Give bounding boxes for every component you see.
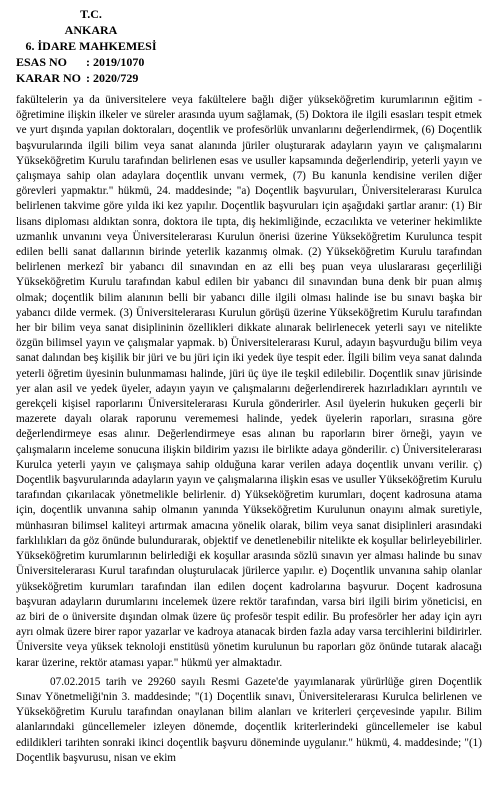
paragraph-law-articles: fakültelerin ya da üniversitelere veya fakültelere bağlı diğer yükseköğretim kurumlarının eğitim - öğretimine ilişkin ilkeler ve süreler arasında uyum sağlamak, (5) Doktora ile ilgili esasları tespit etmek ve yurt dışında yapılan doktoraları, doçentlik ve profesörlük unvanlarını değerlendirmek, (6) Doçentlik başvurularında ilgili bilim veya sanat alanında jüriler oluşturarak adayların yayın ve çalışmalarını Yükseköğretim Kurulu tarafından belirlenen esas ve usuller kapsamında değerlendirip, yeterli yayın ve çalışmaya sahip olan adaylara doçentlik unvanı vermek, (7) Bu kanunla kendisine verilen diğer görevleri yapmaktır." hükmü, 24. maddesinde; "a) Doçentlik başvuruları, Üniversitelerarası Kurulca belirlenen takvime göre yılda iki kez yapılır. Doçentlik başvuruları için aşağıdaki şartlar aranır: (1) Bir lisans diploması aldıktan sonra, doktora ile tıpta, diş hekimliğinde, eczacılıkta ve veteriner hekimlikte uzmanlık unvanını veya Üniversitelerarası Kurulun önerisi üzerine Yükseköğretim Kurulunca tespit edilen belli sanat dallarının birinde yeterlik kazanmış olmak. (2) Yükseköğretim Kurulu tarafından belirlenen merkezî bir yabancı dil sınavından en az elli beş puan veya uluslararası geçerliliği Yükseköğretim Kurulu tarafından kabul edilen bir yabancı dil sınavından buna denk bir puan almış olmak; doçentlik bilim alanının belli bir yabancı dille ilgili olması halinde ise bu sınavı başka bir yabancı dilde vermek. (3) Üniversitelerarası Kurulun görüşü üzerine Yükseköğretim Kurulu tarafından her bir bilim veya sanat disiplininin özellikleri dikkate alınarak belirlenecek yeterli sayı ve nitelikte özgün bilimsel yayın ve çalışmalar yapmak. b) Üniversitelerarası Kurul, adayın başvurduğu bilim veya sanat dalından beş kişilik bir jüri ve bu jüri için iki yedek üye tespit eder. İlgili bilim veya sanat dalında yeterli öğretim üyesinin bulunmaması halinde, jüri üç üye ile teşkil edilebilir. Doçentlik sınav jürisinde yer alan asil ve yedek üyeler, adayın yayın ve çalışmalarını değerlendirerek hazırladıkları ayrıntılı ve gerekçeli kişisel raporlarını Üniversitelerarası Kurula gönderirler. Asıl üyelerin hukuken geçerli bir mazerete dayalı olarak raporunu verememesi halinde, yedek üyelerin raporları, sırasına göre değerlendirmeye esas alınır. Değerlendirmeye esas alınan bu raporların birer örneği, yayın ve çalışmaların inceleme sonucuna ilişkin bildirim yazısı ile birlikte adaya gönderilir. c) Üniversitelerarası Kurulca yeterli yayın ve çalışmaya sahip olduğuna karar verilen adaya doçentlik unvanı verilir. ç) Doçentlik başvurularında adayların yayın ve çalışmalarına ilişkin esas ve usuller Yükseköğretim Kurulu tarafından çıkarılacak yönetmelikle belirlenir. d) Yükseköğretim kurumları, doçent kadrosuna atama için, doçentlik unvanına sahip olmanın yanında Yükseköğretim Kurulunun onayını almak suretiyle, münhasıran bilimsel kaliteyi artırmak amacına yönelik olarak, bilim veya sanat disiplinleri arasındaki farklılıkları da göz önünde bulundurarak, objektif ve denetlenebilir nitelikte ek koşullar belirleyebilirler. Yükseköğretim kurumlarının belirlediği ek koşullar arasında sözlü sınavın yer alması halinde bu sınav Üniversitelerarası Kurul tarafından oluşturulacak jürilerce yapılır. e) Doçentlik unvanına sahip olanlar yükseköğretim kurumları tarafından ilan edilen doçent kadrolarına başvurur. Doçent kadrosuna başvuran adayların durumlarını incelemek üzere rektör tarafından, varsa biri ilgili birim yöneticisi, en az biri de o üniversite dışından olmak üzere üç profesör tespit edilir. Bu profesörler her aday için ayrı ayrı olmak üzere birer rapor yazarlar ve kadroya atanacak birden fazla aday varsa tercihlerini bildirirler. Üniversite veya yüksek teknoloji enstitüsü yönetim kurulunun bu raporları göz önünde tutarak alacağı karar üzerine, rektör ataması yapar." hükmü yer almaktadır.	[16, 94, 482, 669]
court-name: 6. İDARE MAHKEMESİ	[25, 39, 157, 53]
paragraph-regulation: 07.02.2015 tarih ve 29260 sayılı Resmi Gazete'de yayımlanarak yürürlüğe giren Doçentlik Sınav Yönetmeliği'nin 3. maddesinde; "(1) Doçentlik sınavı, Üniversitelerarası Kurulca belirlenen ve Yükseköğretim Kurulu tarafından onaylanan bilim alanları ve kriterleri çerçevesinde yapılır. Bilim alanlarındaki güncellemeler izleyen dönemde, doçentlik kriterlerindeki güncellemeler ise kabul edildikleri tarihten sonraki ikinci doçentlik başvuru döneminde uygulanır." hükmü, 4. maddesinde; "(1) Doçentlik başvurusu, nisan ve ekim	[16, 675, 482, 764]
karar-label: KARAR NO	[16, 71, 81, 85]
city-label: ANKARA	[64, 23, 118, 37]
karar-row	[16, 70, 196, 86]
esas-row	[16, 54, 196, 70]
esas-value: : 2019/1070	[86, 55, 145, 69]
country-label: T.C.	[80, 7, 102, 21]
case-header	[16, 6, 196, 86]
esas-label: ESAS NO	[16, 55, 68, 69]
karar-value: : 2020/729	[86, 71, 139, 85]
document-body	[16, 93, 482, 766]
